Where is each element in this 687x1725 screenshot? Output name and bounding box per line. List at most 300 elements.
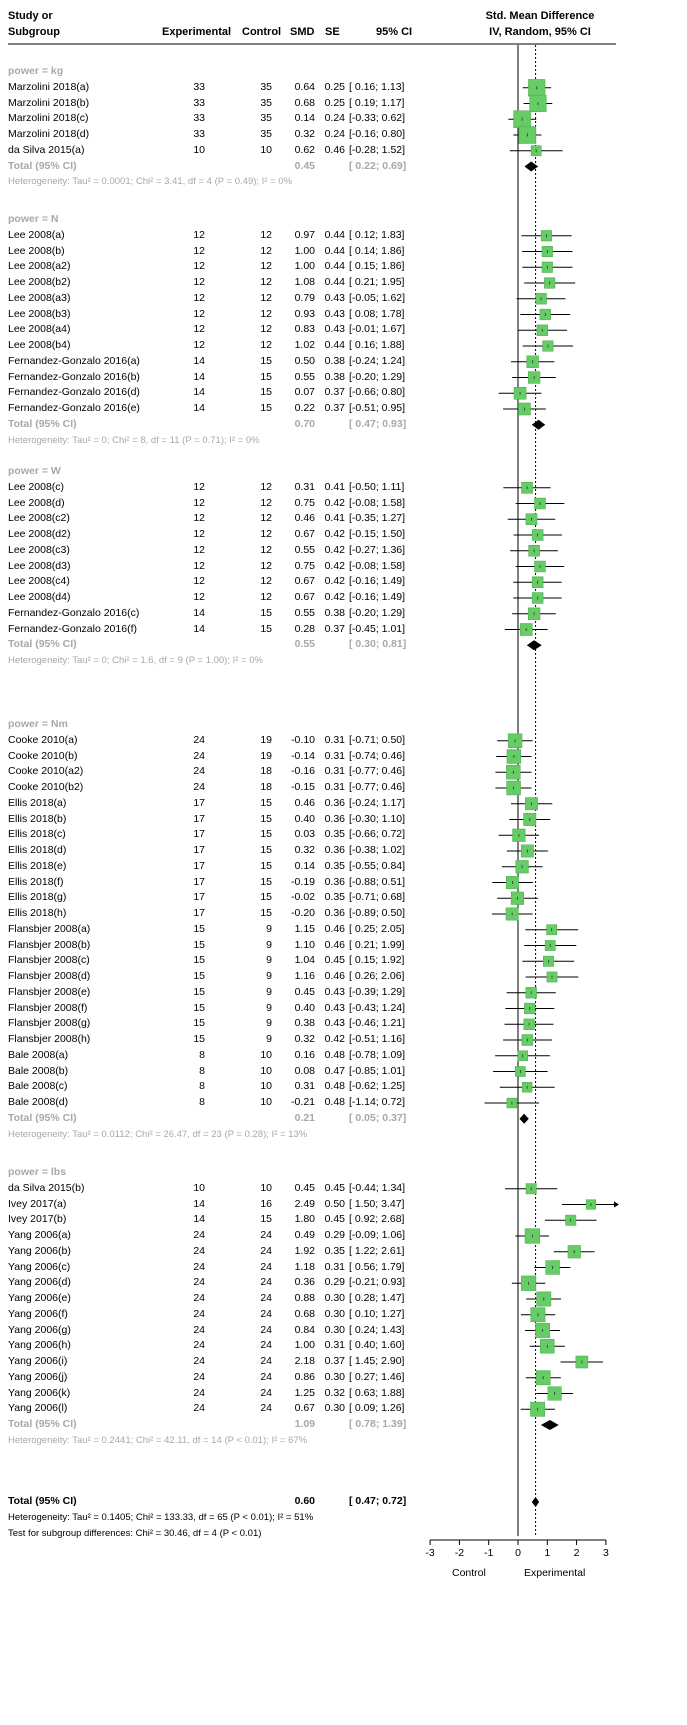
experimental-n: 24 — [193, 1292, 205, 1304]
smd-value: 0.07 — [294, 386, 315, 399]
smd-value: 0.32 — [294, 128, 315, 140]
study-name: Ellis 2018(f) — [8, 875, 64, 888]
smd-value: 0.14 — [294, 112, 315, 125]
control-n: 15 — [260, 1213, 272, 1226]
experimental-n: 24 — [193, 1244, 205, 1257]
study-name: Bale 2008(c) — [8, 1080, 68, 1093]
experimental-n: 17 — [193, 796, 205, 809]
experimental-n: 10 — [193, 143, 205, 156]
ci-value: [ 0.19; 1.17] — [349, 96, 405, 109]
se-value: 0.30 — [324, 1402, 345, 1415]
ci-value: [ 0.40; 1.60] — [349, 1339, 405, 1352]
header-study-line1: Study or — [8, 10, 53, 22]
x-tick-label: -1 — [484, 1547, 494, 1559]
se-value: 0.36 — [324, 844, 345, 856]
experimental-n: 24 — [193, 781, 205, 793]
smd-value: 0.84 — [294, 1323, 315, 1336]
smd-value: 0.38 — [294, 1017, 315, 1030]
control-n: 24 — [260, 1323, 272, 1336]
ci-value: [ 0.08; 1.78] — [349, 307, 405, 320]
subgroup-total-smd: 1.09 — [294, 1418, 315, 1430]
ci-value: [-0.71; 0.68] — [349, 891, 406, 904]
control-n: 24 — [260, 1355, 272, 1367]
experimental-n: 12 — [193, 339, 205, 351]
experimental-n: 12 — [193, 575, 205, 588]
se-value: 0.42 — [324, 559, 345, 572]
se-value: 0.42 — [324, 496, 345, 509]
study-name: Ellis 2018(g) — [8, 891, 67, 904]
se-value: 0.43 — [324, 985, 345, 998]
smd-value: -0.16 — [291, 765, 315, 778]
study-name: Ellis 2018(a) — [8, 796, 67, 809]
x-label-control: Control — [452, 1567, 486, 1579]
control-n: 35 — [260, 96, 272, 109]
study-name: Lee 2008(b2) — [8, 276, 71, 288]
smd-value: 0.36 — [294, 1276, 315, 1289]
ci-value: [-0.62; 1.25] — [349, 1080, 406, 1093]
experimental-n: 17 — [193, 907, 205, 919]
smd-value: 0.28 — [294, 622, 315, 635]
header-study-line2: Subgroup — [8, 26, 60, 38]
ci-value: [-0.28; 1.52] — [349, 143, 406, 156]
experimental-n: 33 — [193, 112, 205, 125]
smd-value: 0.67 — [294, 1402, 315, 1415]
study-name: Yang 2006(i) — [8, 1355, 68, 1367]
ci-value: [-0.43; 1.24] — [349, 1001, 406, 1014]
smd-value: 0.79 — [294, 291, 315, 304]
experimental-n: 12 — [193, 559, 205, 572]
se-value: 0.31 — [324, 749, 345, 762]
ci-value: [-0.77; 0.46] — [349, 765, 406, 778]
control-n: 15 — [260, 828, 272, 841]
control-n: 16 — [260, 1197, 272, 1210]
ci-value: [-0.33; 0.62] — [349, 112, 406, 125]
study-name: Yang 2006(g) — [8, 1323, 71, 1336]
x-tick-label: -3 — [425, 1547, 435, 1559]
study-name: Bale 2008(b) — [8, 1064, 69, 1077]
experimental-n: 12 — [193, 260, 205, 273]
se-value: 0.42 — [324, 543, 345, 556]
ci-value: [-0.85; 1.01] — [349, 1064, 406, 1077]
se-value: 0.44 — [324, 339, 345, 351]
smd-value: 2.18 — [294, 1355, 315, 1367]
smd-value: 1.80 — [294, 1213, 315, 1226]
study-name: Cooke 2010(b2) — [8, 781, 84, 793]
x-tick-label: 3 — [602, 1547, 609, 1559]
subgroup-title: power = lbs — [8, 1166, 67, 1178]
smd-value: 0.75 — [294, 496, 315, 509]
ci-value: [ 1.50; 3.47] — [349, 1197, 405, 1210]
study-name: Lee 2008(d3) — [8, 559, 71, 572]
experimental-n: 10 — [193, 1181, 205, 1194]
study-name: Lee 2008(b) — [8, 244, 65, 257]
subgroup-total-smd: 0.55 — [294, 638, 315, 651]
experimental-n: 14 — [193, 402, 205, 414]
smd-value: 0.32 — [294, 1033, 315, 1045]
se-value: 0.48 — [324, 1048, 345, 1061]
ci-value: [ 0.26; 2.06] — [349, 970, 405, 982]
control-n: 12 — [260, 339, 272, 351]
experimental-n: 12 — [193, 591, 205, 603]
control-n: 15 — [260, 891, 272, 904]
ci-value: [ 0.10; 1.27] — [349, 1307, 405, 1320]
control-n: 12 — [260, 291, 272, 304]
ci-value: [-0.51; 0.95] — [349, 402, 406, 414]
study-name: Yang 2006(f) — [8, 1307, 68, 1320]
smd-value: 1.00 — [294, 1339, 315, 1352]
subgroup-diamond — [519, 1114, 528, 1124]
se-value: 0.36 — [324, 875, 345, 888]
experimental-n: 14 — [193, 386, 205, 399]
study-name: Cooke 2010(a) — [8, 733, 78, 746]
control-n: 10 — [260, 143, 272, 156]
control-n: 24 — [260, 1292, 272, 1304]
study-name: Lee 2008(d4) — [8, 591, 71, 603]
experimental-n: 15 — [193, 985, 205, 998]
ci-value: [-0.20; 1.29] — [349, 370, 406, 383]
subgroup-total-smd: 0.21 — [294, 1111, 315, 1124]
control-n: 12 — [260, 575, 272, 588]
study-name: Marzolini 2018(b) — [8, 96, 90, 109]
ci-value: [-0.66; 0.72] — [349, 828, 406, 841]
study-name: Lee 2008(a) — [8, 228, 65, 241]
experimental-n: 15 — [193, 1033, 205, 1045]
control-n: 24 — [260, 1229, 272, 1241]
se-value: 0.37 — [324, 622, 345, 635]
ci-value: [-0.01; 1.67] — [349, 323, 406, 336]
study-name: Ellis 2018(b) — [8, 812, 67, 825]
study-name: Yang 2006(l) — [8, 1402, 68, 1415]
se-value: 0.46 — [324, 922, 345, 935]
subgroup-diamond — [532, 420, 545, 430]
overall-total-ci: [ 0.47; 0.72] — [349, 1495, 407, 1507]
experimental-n: 12 — [193, 291, 205, 304]
x-tick-label: 2 — [573, 1547, 580, 1559]
smd-value: 0.97 — [294, 228, 315, 241]
study-name: Yang 2006(c) — [8, 1260, 71, 1273]
smd-value: 0.55 — [294, 370, 315, 383]
control-n: 15 — [260, 812, 272, 825]
study-name: Fernandez-Gonzalo 2016(c) — [8, 606, 140, 619]
plot-title-line1: Std. Mean Difference — [485, 10, 595, 22]
ci-value: [-0.09; 1.06] — [349, 1229, 406, 1241]
smd-value: 0.68 — [294, 1307, 315, 1320]
ci-value: [-0.24; 1.24] — [349, 354, 406, 367]
experimental-n: 24 — [193, 1386, 205, 1399]
control-n: 12 — [260, 480, 272, 493]
smd-value: 0.64 — [294, 80, 315, 93]
study-name: Lee 2008(c) — [8, 480, 65, 493]
se-value: 0.31 — [324, 1260, 345, 1273]
ci-value: [ 0.16; 1.13] — [349, 80, 405, 93]
control-n: 15 — [260, 796, 272, 809]
subgroup-heterogeneity: Heterogeneity: Tau² = 0; Chi² = 8, df = 11 (P = 0.71); I² = 0% — [8, 434, 260, 446]
control-n: 15 — [260, 354, 272, 367]
smd-value: 0.31 — [294, 480, 315, 493]
se-value: 0.31 — [324, 1339, 345, 1352]
se-value: 0.42 — [324, 528, 345, 540]
se-value: 0.50 — [324, 1197, 345, 1210]
ci-value: [ 0.15; 1.92] — [349, 954, 405, 967]
control-n: 24 — [260, 1244, 272, 1257]
ci-value: [ 1.22; 2.61] — [349, 1244, 405, 1257]
control-n: 12 — [260, 528, 272, 540]
control-n: 9 — [266, 938, 272, 951]
ci-value: [ 0.24; 1.43] — [349, 1323, 405, 1336]
smd-value: -0.19 — [291, 875, 315, 888]
study-name: Flansbjer 2008(d) — [8, 970, 91, 982]
study-name: Yang 2006(a) — [8, 1229, 71, 1241]
study-name: Fernandez-Gonzalo 2016(b) — [8, 370, 140, 383]
se-value: 0.31 — [324, 733, 345, 746]
study-name: Fernandez-Gonzalo 2016(f) — [8, 622, 137, 635]
se-value: 0.43 — [324, 291, 345, 304]
smd-value: 0.46 — [294, 512, 315, 525]
ci-value: [ 0.28; 1.47] — [349, 1292, 405, 1304]
control-n: 35 — [260, 112, 272, 125]
ci-value: [ 0.12; 1.83] — [349, 228, 405, 241]
experimental-n: 8 — [199, 1048, 205, 1061]
ci-value: [-0.35; 1.27] — [349, 512, 406, 525]
experimental-n: 17 — [193, 812, 205, 825]
smd-value: 1.00 — [294, 244, 315, 257]
header-control: Control — [242, 26, 282, 38]
study-name: Marzolini 2018(d) — [8, 128, 90, 140]
smd-value: 0.68 — [294, 96, 315, 109]
study-name: Lee 2008(d) — [8, 496, 65, 509]
smd-value: 0.67 — [294, 575, 315, 588]
subgroup-total-ci: [ 0.78; 1.39] — [349, 1418, 407, 1430]
smd-value: 1.08 — [294, 276, 315, 288]
subgroup-total-label: Total (95% CI) — [8, 1418, 77, 1430]
ci-value: [-0.45; 1.01] — [349, 622, 406, 635]
control-n: 12 — [260, 559, 272, 572]
ci-whisker-arrow — [614, 1202, 619, 1208]
se-value: 0.37 — [324, 386, 345, 399]
se-value: 0.43 — [324, 1001, 345, 1014]
se-value: 0.42 — [324, 591, 345, 603]
study-name: Ellis 2018(e) — [8, 859, 67, 872]
ci-value: [-0.21; 0.93] — [349, 1276, 406, 1289]
subgroup-diamond — [527, 640, 542, 650]
control-n: 24 — [260, 1260, 272, 1273]
smd-value: 0.31 — [294, 1080, 315, 1093]
experimental-n: 24 — [193, 1355, 205, 1367]
study-name: Lee 2008(c2) — [8, 512, 70, 525]
study-name: Lee 2008(c4) — [8, 575, 70, 588]
experimental-n: 14 — [193, 354, 205, 367]
study-name: Yang 2006(k) — [8, 1386, 71, 1399]
study-name: Lee 2008(a4) — [8, 323, 71, 336]
ci-value: [-0.05; 1.62] — [349, 291, 406, 304]
experimental-n: 12 — [193, 228, 205, 241]
ci-value: [-0.51; 1.16] — [349, 1033, 406, 1045]
study-name: Ivey 2017(b) — [8, 1213, 67, 1226]
se-value: 0.42 — [324, 575, 345, 588]
experimental-n: 12 — [193, 496, 205, 509]
experimental-n: 24 — [193, 1323, 205, 1336]
control-n: 12 — [260, 323, 272, 336]
experimental-n: 17 — [193, 859, 205, 872]
ci-value: [-1.14; 0.72] — [349, 1096, 406, 1108]
smd-value: 0.75 — [294, 559, 315, 572]
ci-value: [-0.78; 1.09] — [349, 1048, 406, 1061]
se-value: 0.36 — [324, 907, 345, 919]
se-value: 0.35 — [324, 828, 345, 841]
se-value: 0.48 — [324, 1080, 345, 1093]
plot-title-line2: IV, Random, 95% CI — [489, 26, 591, 38]
study-name: Yang 2006(j) — [8, 1370, 68, 1383]
smd-value: 0.16 — [294, 1048, 315, 1061]
study-name: Lee 2008(b4) — [8, 339, 71, 351]
control-n: 10 — [260, 1048, 272, 1061]
experimental-n: 14 — [193, 606, 205, 619]
subgroup-total-smd: 0.45 — [294, 159, 315, 172]
control-n: 9 — [266, 922, 272, 935]
control-n: 12 — [260, 512, 272, 525]
control-n: 9 — [266, 1033, 272, 1045]
control-n: 24 — [260, 1307, 272, 1320]
experimental-n: 33 — [193, 128, 205, 140]
ci-value: [-0.44; 1.34] — [349, 1181, 406, 1194]
ci-value: [ 0.92; 2.68] — [349, 1213, 405, 1226]
smd-value: 2.49 — [294, 1197, 315, 1210]
experimental-n: 12 — [193, 528, 205, 540]
smd-value: 1.10 — [294, 938, 315, 951]
se-value: 0.35 — [324, 1244, 345, 1257]
se-value: 0.45 — [324, 1213, 345, 1226]
ci-value: [-0.38; 1.02] — [349, 844, 406, 856]
study-name: Lee 2008(c3) — [8, 543, 70, 556]
study-name: Lee 2008(a2) — [8, 260, 71, 273]
smd-value: -0.10 — [291, 733, 315, 746]
control-n: 9 — [266, 985, 272, 998]
control-n: 9 — [266, 1001, 272, 1014]
ci-value: [-0.46; 1.21] — [349, 1017, 406, 1030]
study-name: Ellis 2018(c) — [8, 828, 66, 841]
se-value: 0.46 — [324, 970, 345, 982]
study-name: Fernandez-Gonzalo 2016(d) — [8, 386, 140, 399]
experimental-n: 17 — [193, 875, 205, 888]
experimental-n: 12 — [193, 512, 205, 525]
control-n: 15 — [260, 606, 272, 619]
study-name: Yang 2006(h) — [8, 1339, 71, 1352]
ci-value: [ 0.27; 1.46] — [349, 1370, 405, 1383]
se-value: 0.31 — [324, 765, 345, 778]
experimental-n: 12 — [193, 276, 205, 288]
experimental-n: 24 — [193, 1260, 205, 1273]
ci-value: [ 0.25; 2.05] — [349, 922, 405, 935]
x-label-experimental: Experimental — [524, 1567, 586, 1579]
se-value: 0.42 — [324, 1033, 345, 1045]
control-n: 15 — [260, 844, 272, 856]
ci-value: [ 0.21; 1.95] — [349, 276, 405, 288]
smd-value: -0.21 — [291, 1096, 315, 1108]
smd-value: 1.02 — [294, 339, 315, 351]
study-name: Lee 2008(a3) — [8, 291, 71, 304]
experimental-n: 24 — [193, 1229, 205, 1241]
se-value: 0.44 — [324, 276, 345, 288]
ci-value: [-0.20; 1.29] — [349, 606, 406, 619]
experimental-n: 14 — [193, 622, 205, 635]
experimental-n: 12 — [193, 307, 205, 320]
se-value: 0.41 — [324, 512, 345, 525]
ci-value: [ 0.56; 1.79] — [349, 1260, 405, 1273]
se-value: 0.29 — [324, 1229, 345, 1241]
se-value: 0.43 — [324, 307, 345, 320]
smd-value: 0.62 — [294, 143, 315, 156]
subgroup-total-smd: 0.70 — [294, 417, 315, 430]
smd-value: 0.55 — [294, 543, 315, 556]
smd-value: 0.45 — [294, 1181, 315, 1194]
control-n: 15 — [260, 859, 272, 872]
x-tick-label: -2 — [454, 1547, 465, 1559]
experimental-n: 24 — [193, 733, 205, 746]
study-name: Fernandez-Gonzalo 2016(a) — [8, 354, 140, 367]
se-value: 0.29 — [324, 1276, 345, 1289]
control-n: 12 — [260, 307, 272, 320]
control-n: 24 — [260, 1386, 272, 1399]
se-value: 0.38 — [324, 606, 345, 619]
se-value: 0.43 — [324, 1017, 345, 1030]
ci-value: [-0.08; 1.58] — [349, 496, 406, 509]
smd-value: 0.67 — [294, 528, 315, 540]
subgroup-title: power = W — [8, 465, 61, 477]
se-value: 0.36 — [324, 812, 345, 825]
experimental-n: 8 — [199, 1096, 205, 1108]
control-n: 24 — [260, 1370, 272, 1383]
ci-value: [ 1.45; 2.90] — [349, 1355, 405, 1367]
experimental-n: 14 — [193, 1213, 205, 1226]
ci-value: [-0.77; 0.46] — [349, 781, 406, 793]
header-experimental: Experimental — [162, 26, 232, 38]
experimental-n: 24 — [193, 1307, 205, 1320]
subgroup-heterogeneity: Heterogeneity: Tau² = 0.2441; Chi² = 42.11, df = 14 (P < 0.01); I² = 67% — [8, 1434, 308, 1446]
subgroup-diamond — [524, 162, 538, 172]
smd-value: 1.00 — [294, 260, 315, 273]
x-tick-label: 1 — [544, 1547, 551, 1559]
smd-value: 0.45 — [294, 985, 315, 998]
smd-value: -0.20 — [291, 907, 315, 919]
control-n: 19 — [260, 749, 272, 762]
experimental-n: 15 — [193, 954, 205, 967]
smd-value: 0.14 — [294, 859, 315, 872]
smd-value: 0.03 — [294, 828, 315, 841]
se-value: 0.41 — [324, 480, 345, 493]
smd-value: 1.04 — [294, 954, 315, 967]
se-value: 0.45 — [324, 1181, 345, 1194]
se-value: 0.43 — [324, 323, 345, 336]
se-value: 0.44 — [324, 244, 345, 257]
smd-value: 0.50 — [294, 354, 315, 367]
control-n: 15 — [260, 402, 272, 414]
overall-diamond — [532, 1497, 539, 1507]
experimental-n: 12 — [193, 480, 205, 493]
control-n: 12 — [260, 276, 272, 288]
study-name: Flansbjer 2008(h) — [8, 1033, 91, 1045]
se-value: 0.46 — [324, 143, 345, 156]
se-value: 0.30 — [324, 1370, 345, 1383]
se-value: 0.44 — [324, 228, 345, 241]
smd-value: 0.49 — [294, 1229, 315, 1241]
experimental-n: 24 — [193, 749, 205, 762]
experimental-n: 17 — [193, 844, 205, 856]
study-name: Flansbjer 2008(b) — [8, 938, 91, 951]
ci-value: [ 0.63; 1.88] — [349, 1386, 405, 1399]
experimental-n: 14 — [193, 370, 205, 383]
study-name: Fernandez-Gonzalo 2016(e) — [8, 402, 140, 414]
ci-value: [-0.66; 0.80] — [349, 386, 406, 399]
